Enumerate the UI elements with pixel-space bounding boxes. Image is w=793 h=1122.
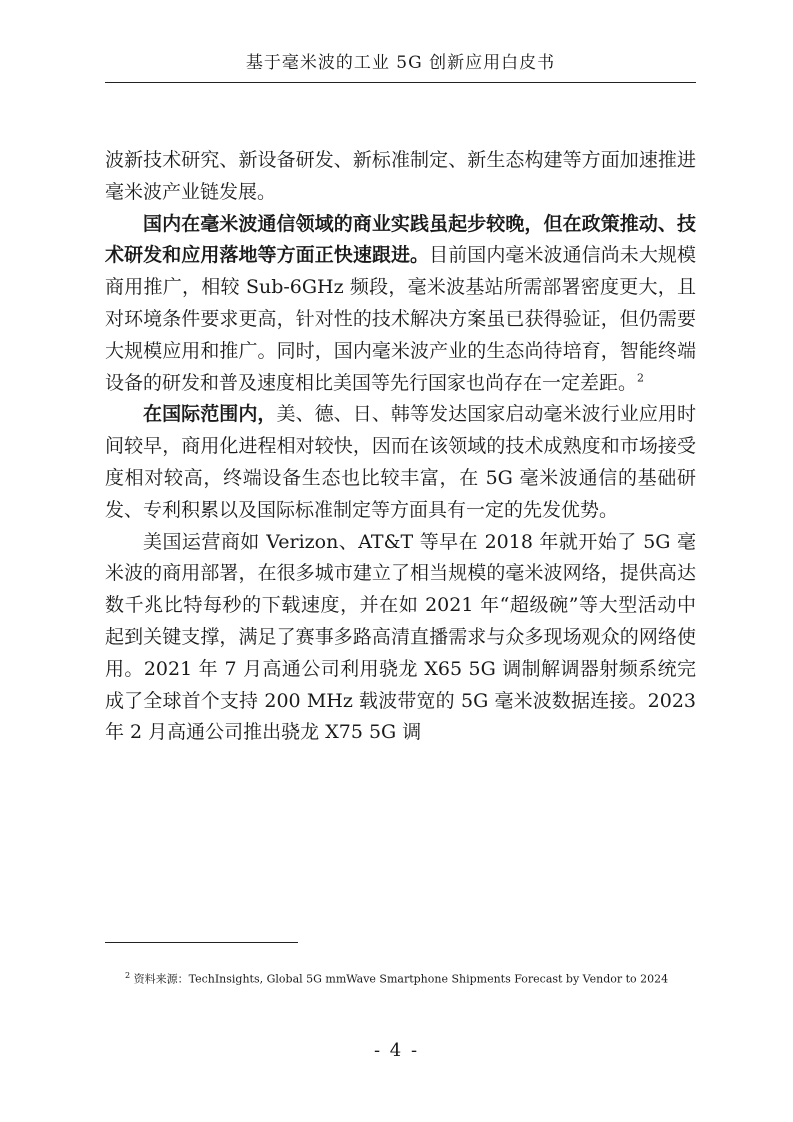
footnote <box>125 968 705 988</box>
body-text <box>105 145 696 749</box>
footnote-text: 资料来源：TechInsights, Global 5G mmWave Smartphone Shipments Forecast by Vendor to 2024 <box>133 972 669 986</box>
footnote-reference[interactable]: 2 <box>637 371 645 385</box>
paragraph-domestic <box>105 209 696 400</box>
paragraph-continued <box>105 145 696 209</box>
footnote-divider <box>105 942 298 943</box>
header-title: 基于毫米波的工业 5G 创新应用白皮书 <box>245 53 556 73</box>
footnote-number: 2 <box>125 971 131 980</box>
paragraph-3-lead: 在国际范围内， <box>143 403 277 426</box>
paragraph-4-text: 美国运营商如 Verizon、AT&T 等早在 2018 年就开始了 5G 毫米波的商用部署，在很多城市建立了相当规模的毫米波网络，提供高达数千兆比特每秒的下载速度，并在如 2021 年“超级碗”等大型活动中起到关键支撑，满足了赛事多路高清直播需求与众多现场观众的网络使用。2021 年 7 月高通公司利用骁龙 X65 5G 调制解调器射频系统完成了全球首个支持 200 MHz 载波带宽的 5G 毫米波数据连接。2023 年 2 月高通公司推出骁龙 X75 5G 调 <box>105 530 696 744</box>
paragraph-international <box>105 399 696 526</box>
paragraph-2-text: 目前国内毫米波通信尚未大规模商用推广，相较 Sub-6GHz 频段，毫米波基站所需部署密度更大，且对环境条件要求更高，针对性的技术解决方案虽已获得验证，但仍需要大规模应用和推广。同时，国内毫米波产业的生态尚待培育，智能终端设备的研发和普及速度相比美国等先行国家也尚存在一定差距。 <box>105 244 696 394</box>
header-divider <box>105 82 696 83</box>
page-number: - 4 - <box>373 1040 420 1061</box>
paragraph-1-text: 波新技术研究、新设备研发、新标准制定、新生态构建等方面加速推进毫米波产业链发展。 <box>105 149 696 203</box>
page-header <box>105 48 696 78</box>
paragraph-usa <box>105 527 696 750</box>
paragraph-2-lead: 国内在毫米波通信领域的商业实践虽起步较晚，但在政策推动、技术研发和应用落地等方面正快速跟进。 <box>105 212 696 267</box>
paragraph-3-text: 美、德、日、韩等发达国家启动毫米波行业应用时间较早，商用化进程相对较快，因而在该领域的技术成熟度和市场接受度相对较高，终端设备生态也比较丰富，在 5G 毫米波通信的基础研发、专利积累以及国际标准制定等方面具有一定的先发优势。 <box>105 403 696 521</box>
